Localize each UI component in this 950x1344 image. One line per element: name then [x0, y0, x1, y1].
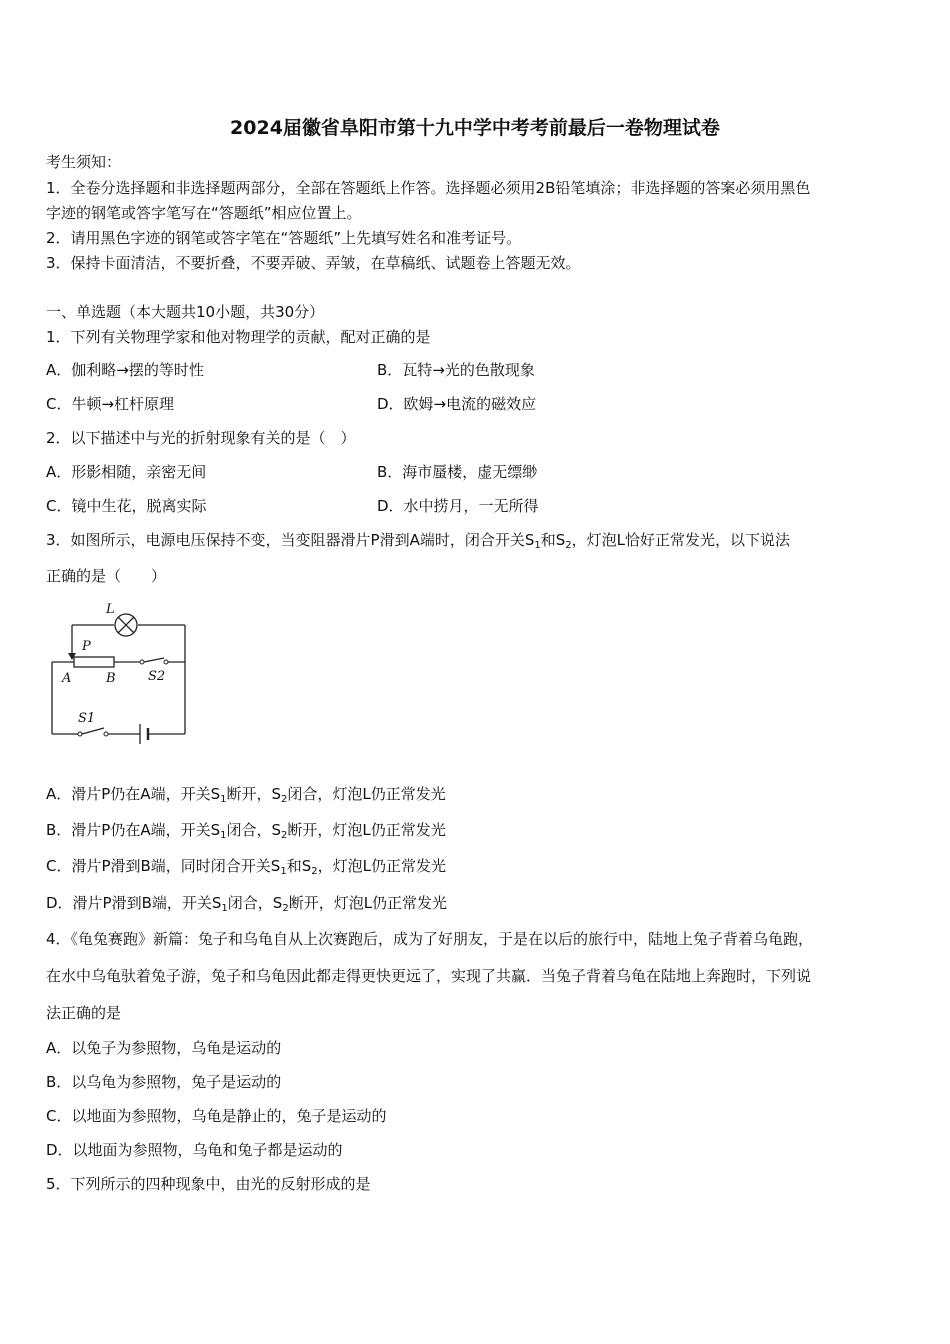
question-3-stem: 3．如图所示，电源电压保持不变，当变阻器滑片P滑到A端时，闭合开关$S_1$和$S_2$，灯泡L恰好正常发光，以下说法 [46, 531, 791, 551]
question-3-option-b: B．滑片P仍在A端，开关$S_1$闭合，$S_2$断开，灯泡L仍正常发光 [46, 821, 446, 841]
notice-heading: 考生须知： [46, 153, 122, 171]
page-title: 2024届徽省阜阳市第十九中学中考考前最后一卷物理试卷 [230, 117, 720, 139]
notice-item: 3．保持卡面清洁，不要折叠，不要弄破、弄皱，在草稿纸、试题卷上答题无效。 [46, 254, 581, 272]
question-4-stem: 在水中乌龟驮着兔子游，兔子和乌龟因此都走得更快更远了，实现了共赢．当兔子背着乌龟在陆地上奔跑时，下列说 [46, 967, 812, 985]
question-4-stem: 法正确的是 [46, 1004, 122, 1022]
question-2-option-c: C．镜中生花，脱离实际 [46, 497, 207, 515]
label-lamp: L [106, 602, 115, 617]
notice-item: 字迹的钢笔或答字笔写在“答题纸”相应位置上。 [46, 204, 362, 222]
question-1-stem: 1．下列有关物理学家和他对物理学的贡献，配对正确的是 [46, 328, 431, 346]
circuit-diagram [40, 598, 200, 758]
question-1-option-d: D．欧姆→电流的磁效应 [377, 395, 537, 413]
question-3-option-d: D．滑片P滑到B端，开关$S_1$闭合，$S_2$断开，灯泡L仍正常发光 [46, 894, 448, 914]
question-2-option-b: B．海市蜃楼，虚无缥缈 [377, 463, 538, 481]
question-2-option-d: D．水中捞月，一无所得 [377, 497, 539, 515]
notice-item: 1．全卷分选择题和非选择题两部分，全部在答题纸上作答。选择题必须用2B铅笔填涂；非选择题的答案必须用黑色 [46, 179, 811, 197]
label-end-b: B [106, 671, 116, 686]
label-end-a: A [62, 671, 72, 686]
question-1-option-c: C．牛顿→杠杆原理 [46, 395, 175, 413]
label-switch-1: S1 [78, 711, 96, 726]
question-4-option-b: B．以乌龟为参照物，兔子是运动的 [46, 1073, 282, 1091]
question-1-option-a: A．伽利略→摆的等时性 [46, 361, 204, 379]
label-switch-2: S2 [148, 669, 166, 684]
question-2-stem: 2．以下描述中与光的折射现象有关的是（ ） [46, 429, 356, 447]
question-4-stem: 4．《龟兔赛跑》新篇：兔子和乌龟自从上次赛跑后，成为了好朋友，于是在以后的旅行中，陆地上兔子背着乌龟跑， [46, 930, 814, 948]
question-4-option-d: D．以地面为参照物，乌龟和兔子都是运动的 [46, 1141, 343, 1159]
question-3-option-a: A．滑片P仍在A端，开关$S_1$断开，$S_2$闭合，灯泡L仍正常发光 [46, 785, 446, 805]
question-4-option-c: C．以地面为参照物，乌龟是静止的，兔子是运动的 [46, 1107, 387, 1125]
question-1-option-b: B．瓦特→光的色散现象 [377, 361, 535, 379]
section-heading: 一、单选题（本大题共10小题，共30分） [46, 303, 325, 321]
question-5-stem: 5．下列所示的四种现象中，由光的反射形成的是 [46, 1175, 371, 1193]
question-3-stem-continued: 正确的是（ ） [46, 567, 167, 585]
question-4-option-a: A．以兔子为参照物，乌龟是运动的 [46, 1039, 282, 1057]
question-3-option-c: C．滑片P滑到B端，同时闭合开关$S_1$和$S_2$，灯泡L仍正常发光 [46, 857, 446, 877]
question-2-option-a: A．形影相随，亲密无间 [46, 463, 207, 481]
notice-item: 2．请用黑色字迹的钢笔或答字笔在“答题纸”上先填写姓名和准考证号。 [46, 229, 522, 247]
label-slider: P [82, 639, 91, 654]
